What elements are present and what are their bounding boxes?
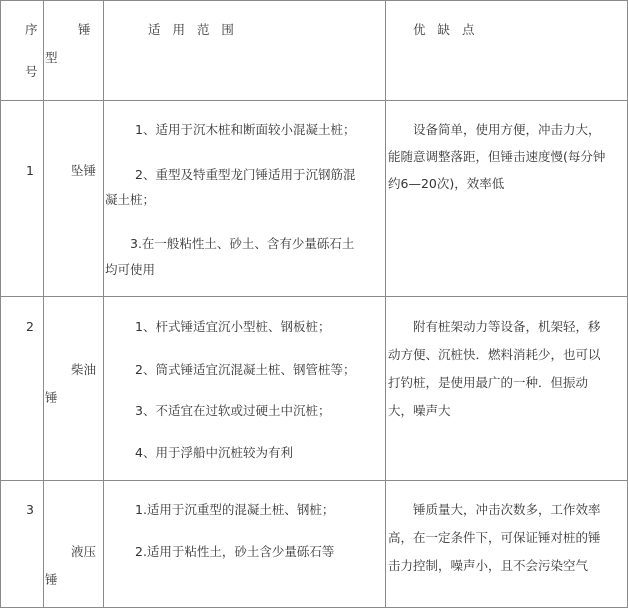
- row-3-pros-line: 高，在一定条件下，可保证锤对桩的锤: [388, 530, 601, 545]
- row-divider: [0, 480, 628, 481]
- row-divider: [0, 296, 628, 297]
- header-seq-top: 序: [25, 22, 38, 37]
- table-border-left: [0, 0, 1, 607]
- header-pros-cons: 优 缺 点: [413, 22, 479, 37]
- header-type-bottom: 型: [45, 50, 58, 65]
- row-2-pros-line: 大，噪声大: [388, 403, 451, 418]
- row-2-pros-line: 动方便、沉桩快．燃料消耗少，也可以: [388, 347, 601, 362]
- row-2-scope-line: 2、筒式锤适宜沉混凝土桩、钢管桩等；: [135, 362, 356, 377]
- row-3-type-top: 液压: [71, 544, 97, 559]
- row-2-type-bottom: 锤: [45, 390, 58, 405]
- row-3-pros-line: 锤质量大，冲击次数多，工作效率: [413, 502, 601, 517]
- row-1-scope-line: 凝土桩；: [105, 192, 156, 207]
- row-2-pros-line: 附有桩架动力等设备，机架轻，移: [413, 319, 601, 334]
- row-2-scope-line: 4、用于浮船中沉桩较为有利: [135, 445, 293, 460]
- column-divider: [385, 0, 386, 607]
- row-1-type: 坠锤: [71, 163, 97, 178]
- row-2-type-top: 柴油: [71, 362, 97, 377]
- row-1-pros-line: 能随意调整落距，但锤击速度慢(每分钟: [388, 149, 606, 164]
- row-1-scope-line: 2、重型及特重型龙门锤适用于沉钢筋混: [135, 167, 356, 182]
- row-1-scope-line: 均可使用: [105, 262, 156, 277]
- row-1-seq: 1: [26, 163, 34, 178]
- row-3-type-bottom: 锤: [45, 572, 58, 587]
- row-2-pros-line: 打钓桩，是使用最广的一种．但振动: [388, 375, 589, 390]
- row-divider: [0, 100, 628, 101]
- table-border-bottom: [0, 607, 628, 608]
- table-border-top: [0, 0, 628, 1]
- column-divider: [103, 0, 104, 607]
- column-divider: [43, 0, 44, 607]
- row-3-pros-line: 击力控制，噪声小，且不会污染空气: [388, 558, 589, 573]
- row-2-seq: 2: [26, 319, 34, 334]
- row-2-scope-line: 1、杆式锤适宜沉小型桩、钢板桩；: [135, 319, 331, 334]
- row-3-scope-line: 2.适用于粘性土，砂土含少量砾石等: [135, 544, 335, 559]
- row-1-scope-line: 1、适用于沉木桩和断面较小混凝土桩；: [135, 122, 356, 137]
- row-1-pros-line: 设备简单，使用方便，冲击力大，: [413, 122, 601, 137]
- row-3-seq: 3: [26, 502, 34, 517]
- row-2-scope-line: 3、不适宜在过软或过硬土中沉桩；: [135, 403, 331, 418]
- header-type-top: 锤: [78, 22, 91, 37]
- header-scope: 适 用 范 围: [148, 22, 238, 37]
- header-seq-bottom: 号: [25, 64, 38, 79]
- row-3-scope-line: 1.适用于沉重型的混凝土桩、钢桩；: [135, 502, 335, 517]
- row-1-pros-line: 约6—20次)，效率低: [388, 176, 505, 191]
- row-1-scope-line: 3.在一般粘性土、砂土、含有少量砾石土: [130, 236, 355, 251]
